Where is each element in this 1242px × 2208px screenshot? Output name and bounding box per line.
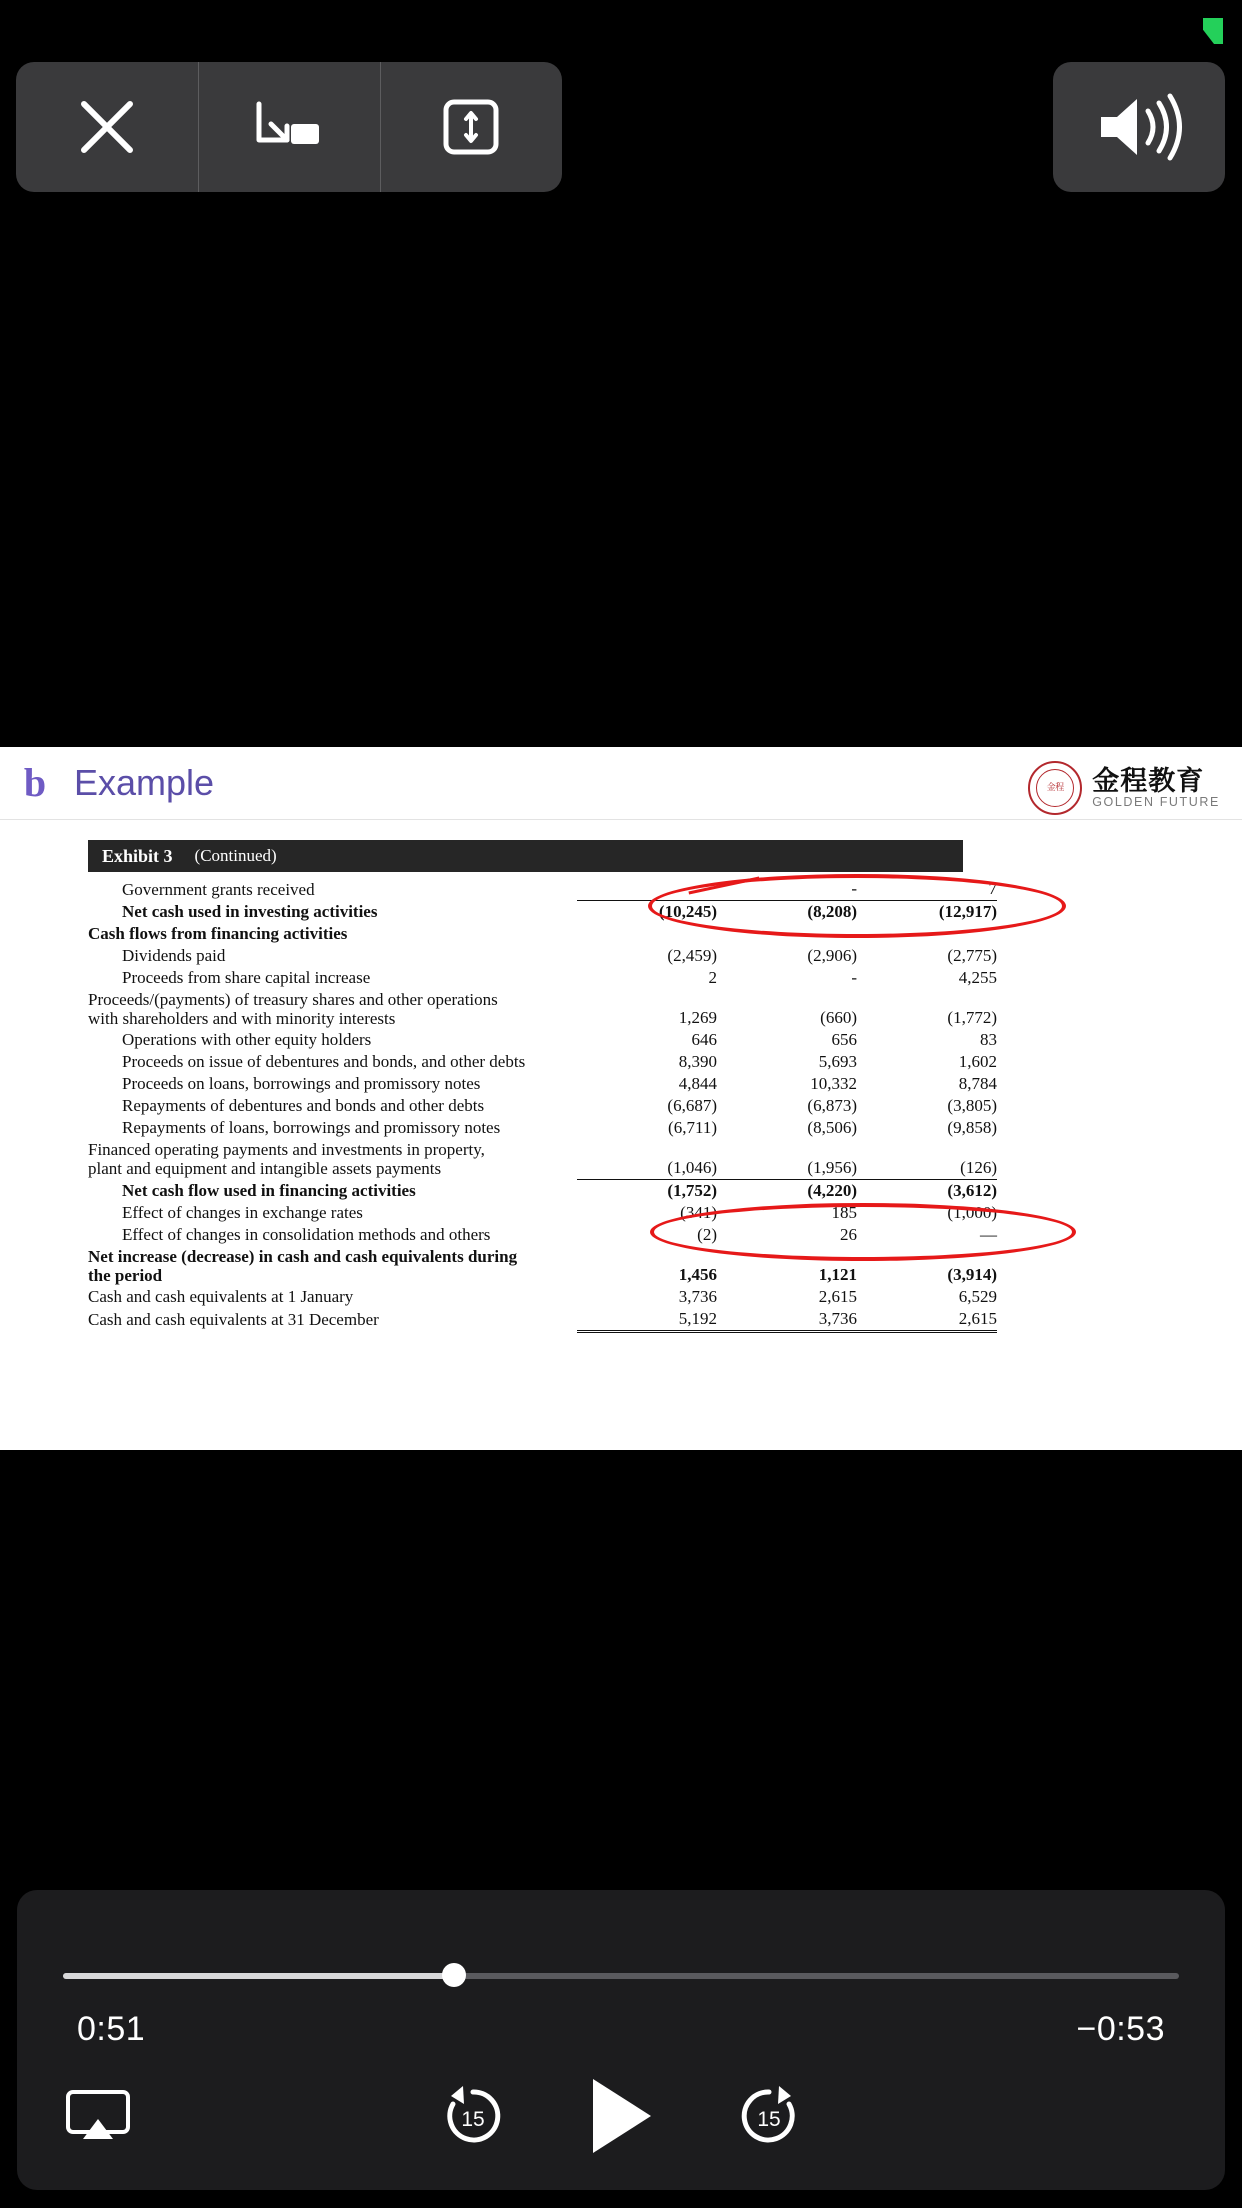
- media-player-controls: [17, 1890, 1225, 2190]
- row-value: 3,736: [717, 1308, 857, 1332]
- row-value: 4,844: [678, 1074, 717, 1094]
- row-value: 1,602: [958, 1052, 997, 1072]
- row-value: (1,772): [947, 1008, 997, 1028]
- row-value: 5,693: [818, 1052, 857, 1072]
- table-row: [88, 1202, 997, 1224]
- row-value: 83: [980, 1030, 997, 1050]
- row-value: (6,711): [668, 1118, 717, 1138]
- exhibit-block: [88, 840, 1154, 1333]
- table-row: [88, 878, 997, 901]
- row-value: (2,459): [667, 946, 717, 965]
- row-value: 5,192: [577, 1308, 717, 1332]
- row-label: Net cash flow used in financing activities: [122, 1180, 416, 1200]
- table-row: [88, 1073, 997, 1095]
- row-label: Dividends paid: [122, 946, 226, 965]
- picture-in-picture-icon: [253, 98, 325, 156]
- picture-in-picture-button[interactable]: [198, 62, 380, 192]
- transport-controls: [17, 2075, 1225, 2165]
- row-value: 6,529: [958, 1286, 997, 1306]
- play-button[interactable]: [585, 2075, 657, 2157]
- row-value: 2: [708, 968, 717, 987]
- table-row: [88, 1029, 997, 1051]
- top-control-bar: [16, 62, 562, 192]
- row-value: (9,858): [947, 1118, 997, 1138]
- row-value: (2,775): [947, 946, 997, 965]
- row-value: (660): [820, 1008, 857, 1028]
- row-label: Operations with other equity holders: [122, 1030, 372, 1050]
- row-value: 656: [831, 1030, 857, 1050]
- row-label: Proceeds/(payments) of treasury shares and other operations with shareholders and with minority interests: [88, 990, 498, 1029]
- row-value: 10,332: [810, 1074, 857, 1094]
- row-value: (126): [960, 1157, 997, 1177]
- row-label: Effect of changes in consolidation methods and others: [122, 1224, 491, 1244]
- volume-button[interactable]: [1053, 62, 1225, 192]
- row-value: 26: [840, 1224, 857, 1244]
- row-value: (1,046): [667, 1157, 717, 1177]
- row-value: (8,506): [807, 1118, 857, 1138]
- row-label: Net cash used in investing activities: [122, 902, 378, 921]
- row-value: (6,873): [807, 1096, 857, 1116]
- scrubber-fill: [63, 1973, 454, 1979]
- app-logo-icon: b: [23, 760, 47, 805]
- brand-logo: [1028, 761, 1220, 815]
- scrubber-handle[interactable]: [442, 1963, 466, 1987]
- row-value: 8,390: [678, 1052, 717, 1072]
- row-label: Repayments of debentures and bonds and other debts: [122, 1096, 485, 1116]
- brand-name-cn: 金程教育: [1092, 765, 1205, 796]
- table-row: [88, 901, 997, 924]
- table-row: [88, 1051, 997, 1073]
- row-label: Proceeds from share capital increase: [122, 968, 371, 987]
- row-value: 3,736: [678, 1286, 717, 1306]
- row-value: -: [851, 879, 857, 898]
- row-label: Net increase (decrease) in cash and cash equivalents during the period: [88, 1246, 518, 1285]
- exhibit-label: Exhibit 3: [102, 845, 173, 866]
- row-value: (12,917): [857, 901, 997, 924]
- table-row: [88, 1117, 997, 1139]
- brand-seal-icon: 金程: [1028, 761, 1082, 815]
- close-icon: [76, 96, 138, 158]
- row-value: 1,456: [678, 1264, 717, 1284]
- row-value: 185: [831, 1202, 857, 1222]
- skip-back-label: 15: [461, 2108, 485, 2131]
- row-value: [717, 923, 857, 945]
- row-label: Effect of changes in exchange rates: [122, 1202, 363, 1222]
- table-row: [88, 1308, 997, 1332]
- row-label: Cash and cash equivalents at 1 January: [88, 1286, 354, 1306]
- row-value: (341): [680, 1202, 717, 1222]
- airplay-icon: [65, 2089, 131, 2143]
- recording-indicator: [1203, 18, 1223, 44]
- row-label: Cash flows from financing activities: [88, 924, 348, 943]
- skip-forward-label: 15: [757, 2108, 781, 2131]
- row-value: (3,805): [947, 1096, 997, 1116]
- document-viewer[interactable]: [0, 747, 1242, 1450]
- row-value: [577, 923, 717, 945]
- row-value: 4,255: [958, 968, 997, 987]
- row-value: 2,615: [818, 1286, 857, 1306]
- row-value: 7: [988, 879, 997, 898]
- volume-icon: [1091, 89, 1187, 165]
- financial-table: [88, 878, 997, 1333]
- close-button[interactable]: [16, 62, 198, 192]
- exhibit-header: [88, 840, 963, 872]
- row-value: 1,269: [678, 1008, 717, 1028]
- row-value: 2,615: [857, 1308, 997, 1332]
- row-label: Proceeds on loans, borrowings and promissory notes: [122, 1074, 481, 1094]
- table-row: [88, 1095, 997, 1117]
- row-label: Cash and cash equivalents at 31 December: [88, 1310, 379, 1330]
- fit-to-screen-icon: [442, 98, 500, 156]
- row-value: -: [851, 968, 857, 987]
- row-label: Repayments of loans, borrowings and promissory notes: [122, 1118, 501, 1138]
- table-row: [88, 989, 997, 1029]
- elapsed-time: 0:51: [77, 2010, 146, 2048]
- row-value: (8,208): [717, 901, 857, 924]
- row-label: Financed operating payments and investments in property, plant and equipment and intangible assets payments: [88, 1140, 485, 1179]
- row-value: 8,784: [958, 1074, 997, 1094]
- table-row: [88, 1139, 997, 1179]
- row-value: (3,612): [857, 1179, 997, 1202]
- row-value: [857, 923, 997, 945]
- airplay-button[interactable]: [65, 2089, 131, 2143]
- row-value: (2,906): [807, 946, 857, 965]
- table-row: [88, 1224, 997, 1246]
- skip-back-15-button[interactable]: [439, 2082, 507, 2150]
- row-value: (3,914): [947, 1264, 997, 1284]
- row-value: (1,000): [947, 1202, 997, 1222]
- table-row: [88, 945, 997, 967]
- play-icon: [585, 2075, 657, 2157]
- table-row: [88, 1286, 997, 1308]
- row-value: (10,245): [577, 901, 717, 924]
- table-row: [88, 1246, 997, 1286]
- exhibit-continued: (Continued): [194, 846, 277, 865]
- scrubber[interactable]: [63, 1972, 1179, 1980]
- row-label: Proceeds on issue of debentures and bonds, and other debts: [122, 1052, 526, 1072]
- row-value: 1,121: [818, 1264, 857, 1284]
- remaining-time: −0:53: [1076, 2010, 1165, 2048]
- brand-name-en: GOLDEN FUTURE: [1092, 795, 1220, 810]
- row-value: —: [980, 1224, 997, 1244]
- row-value: (2): [697, 1224, 717, 1244]
- page-title: Example: [74, 762, 215, 803]
- document-header: [0, 747, 1242, 820]
- row-value: (4,220): [717, 1179, 857, 1202]
- table-row: [88, 967, 997, 989]
- row-label: Government grants received: [122, 879, 315, 899]
- row-value: 646: [691, 1030, 717, 1050]
- table-row: [88, 923, 997, 945]
- skip-forward-15-button[interactable]: [735, 2082, 803, 2150]
- fit-to-screen-button[interactable]: [380, 62, 562, 192]
- row-value: (1,956): [807, 1157, 857, 1177]
- table-row: [88, 1179, 997, 1202]
- row-value: (6,687): [667, 1096, 717, 1116]
- row-value: (1,752): [577, 1179, 717, 1202]
